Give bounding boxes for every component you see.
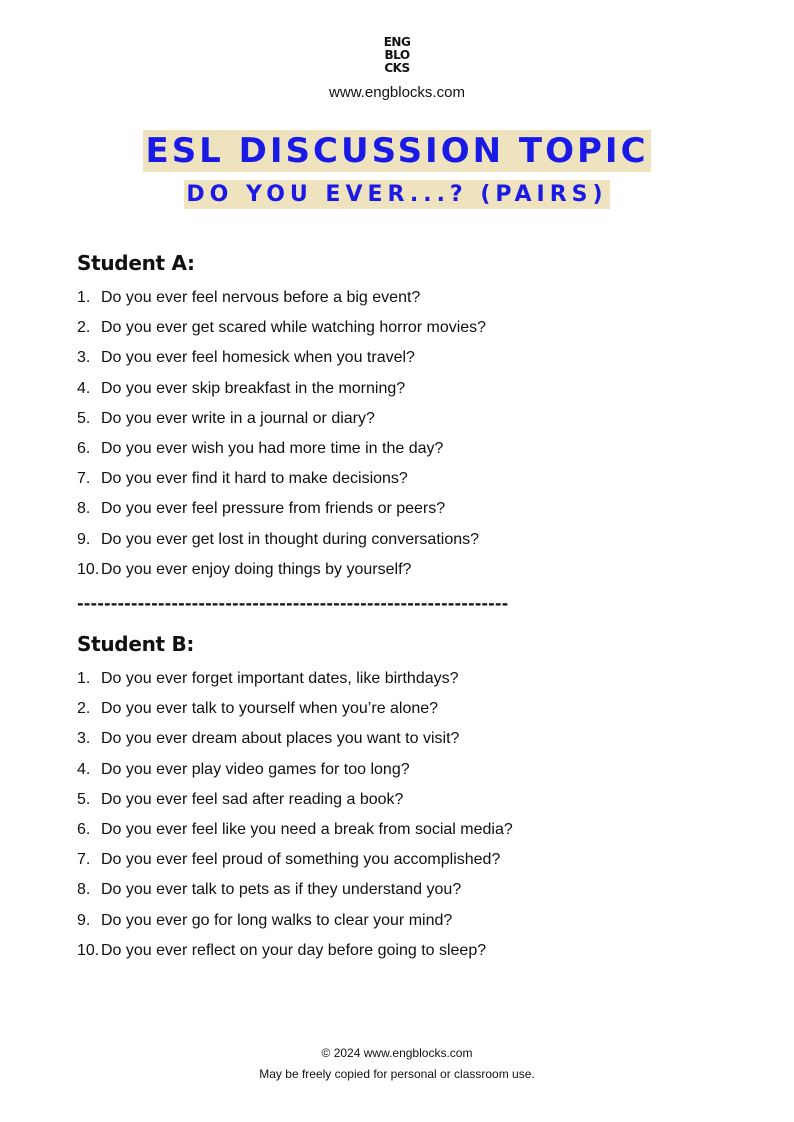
title-wrap xyxy=(0,130,794,172)
subtitle-wrap xyxy=(0,180,794,209)
logo-line-3: CKS xyxy=(384,61,410,75)
question-number: 3. xyxy=(77,349,91,367)
list-item xyxy=(77,755,727,785)
list-item xyxy=(77,313,727,343)
question-text: Do you ever enjoy doing things by yourself? xyxy=(101,560,412,578)
student-b-question-list xyxy=(77,664,727,966)
logo-line-2: BLO xyxy=(384,48,410,62)
question-text: Do you ever reflect on your day before going to sleep? xyxy=(101,941,487,959)
question-text: Do you ever feel proud of something you accomplished? xyxy=(101,851,501,869)
site-url: www.engblocks.com xyxy=(329,84,465,101)
question-text: Do you ever skip breakfast in the morning? xyxy=(101,379,406,397)
question-number: 2. xyxy=(77,319,91,337)
footer-license: May be freely copied for personal or classroom use. xyxy=(259,1067,535,1081)
question-number: 10. xyxy=(77,941,100,959)
question-text: Do you ever talk to yourself when you’re alone? xyxy=(101,700,439,718)
list-item xyxy=(77,724,727,754)
question-text: Do you ever get lost in thought during conversations? xyxy=(101,530,480,548)
list-item xyxy=(77,555,727,585)
engblocks-logo xyxy=(0,36,794,75)
question-text: Do you ever forget important dates, like birthdays? xyxy=(101,670,459,687)
list-item xyxy=(77,694,727,724)
question-text: Do you ever dream about places you want to visit? xyxy=(101,730,460,748)
logo-line-1: ENG xyxy=(383,35,411,49)
question-text: Do you ever go for long walks to clear your mind? xyxy=(101,911,453,929)
list-item xyxy=(77,815,727,845)
list-item xyxy=(77,845,727,875)
question-number: 5. xyxy=(77,409,91,427)
question-text: Do you ever play video games for too long? xyxy=(101,760,410,778)
question-number: 4. xyxy=(77,379,91,397)
question-text: Do you ever feel like you need a break from social media? xyxy=(101,820,513,838)
question-text: Do you ever feel sad after reading a book? xyxy=(101,790,404,808)
page-title: ESL DISCUSSION TOPIC xyxy=(145,131,649,171)
list-item xyxy=(77,875,727,905)
list-item xyxy=(77,343,727,373)
question-number: 4. xyxy=(77,760,91,778)
question-number: 10. xyxy=(77,560,100,578)
list-item xyxy=(77,664,727,694)
section-divider: ---------------------------------------------------------------- xyxy=(77,594,509,613)
list-item xyxy=(77,404,727,434)
list-item xyxy=(77,374,727,404)
question-number: 2. xyxy=(77,700,91,718)
question-number: 8. xyxy=(77,500,91,518)
list-item xyxy=(77,785,727,815)
list-item xyxy=(77,494,727,524)
question-text: Do you ever feel homesick when you travel? xyxy=(101,349,415,367)
student-a-section xyxy=(77,250,727,585)
page-subtitle: DO YOU EVER...? (PAIRS) xyxy=(186,182,608,207)
question-number: 8. xyxy=(77,881,91,899)
footer xyxy=(0,1043,794,1085)
question-number: 6. xyxy=(77,439,91,457)
question-number: 1. xyxy=(77,289,91,306)
question-text: Do you ever find it hard to make decisions? xyxy=(101,470,408,488)
footer-copyright: © 2024 www.engblocks.com xyxy=(321,1046,473,1060)
student-b-section xyxy=(77,631,727,966)
list-item xyxy=(77,283,727,313)
student-b-heading: Student B: xyxy=(77,632,195,656)
question-number: 3. xyxy=(77,730,91,748)
question-text: Do you ever talk to pets as if they understand you? xyxy=(101,881,462,899)
question-text: Do you ever feel pressure from friends or peers? xyxy=(101,500,446,518)
student-a-question-list xyxy=(77,283,727,585)
question-number: 7. xyxy=(77,851,91,869)
student-a-heading: Student A: xyxy=(77,251,195,275)
question-text: Do you ever feel nervous before a big event? xyxy=(101,289,421,306)
list-item xyxy=(77,525,727,555)
question-number: 9. xyxy=(77,911,91,929)
question-number: 5. xyxy=(77,790,91,808)
question-number: 7. xyxy=(77,470,91,488)
list-item xyxy=(77,936,727,966)
list-item xyxy=(77,434,727,464)
question-number: 9. xyxy=(77,530,91,548)
question-text: Do you ever wish you had more time in the day? xyxy=(101,439,444,457)
list-item xyxy=(77,906,727,936)
question-number: 1. xyxy=(77,670,91,687)
question-text: Do you ever get scared while watching horror movies? xyxy=(101,319,487,337)
list-item xyxy=(77,464,727,494)
question-number: 6. xyxy=(77,820,91,838)
question-text: Do you ever write in a journal or diary? xyxy=(101,409,375,427)
